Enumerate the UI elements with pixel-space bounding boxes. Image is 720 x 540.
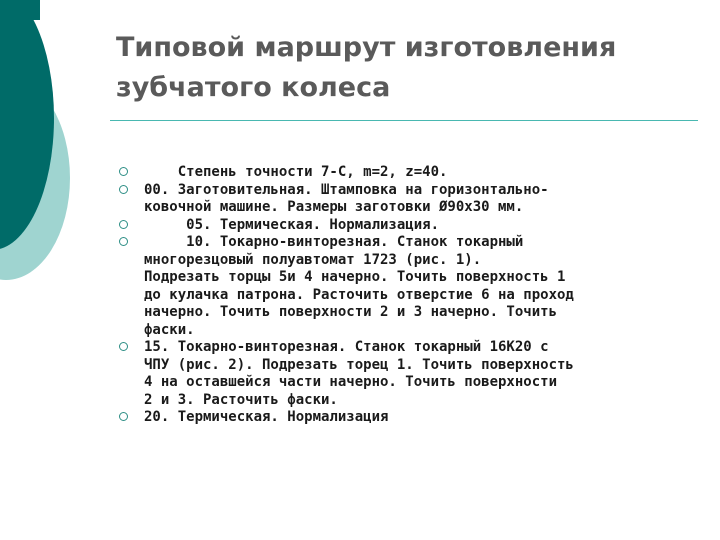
title-line-1: Типовой маршрут изготовления bbox=[116, 32, 617, 63]
bullet-line: 15. Токарно-винторезная. Станок токарный 16К20 с bbox=[144, 339, 549, 355]
bullet-marker-icon bbox=[119, 167, 128, 176]
bullet-line: Подрезать торцы 5и 4 начерно. Точить поверхность 1 bbox=[144, 269, 566, 285]
bullet-item bbox=[119, 164, 684, 182]
bullet-item bbox=[119, 234, 684, 339]
corner-decoration bbox=[0, 0, 110, 300]
bullet-line: 00. Заготовительная. Штамповка на горизонтально- bbox=[144, 181, 549, 198]
title-divider bbox=[110, 120, 698, 121]
bullet-line: до кулачка патрона. Расточить отверстие 6 на проход bbox=[144, 286, 574, 303]
bullet-marker-icon bbox=[119, 185, 128, 194]
title-line-2: зубчатого колеса bbox=[116, 72, 391, 103]
bullet-line: начерно. Точить поверхности 2 и 3 начерно. Точить bbox=[144, 304, 558, 320]
bullet-line: Степень точности 7-С, m=2, z=40. bbox=[144, 164, 448, 180]
bullet-line: 4 на оставшейся части начерно. Точить поверхности bbox=[144, 374, 558, 390]
slide-title bbox=[116, 28, 696, 108]
dark-teal-top bbox=[0, 0, 40, 20]
bullet-item bbox=[119, 182, 684, 217]
bullet-line: 2 и 3. Расточить фаски. bbox=[144, 391, 338, 408]
bullet-line: 10. Токарно-винторезная. Станок токарный bbox=[144, 234, 524, 250]
bullet-line: ЧПУ (рис. 2). Подрезать торец 1. Точить поверхность bbox=[144, 356, 574, 373]
bullet-line: ковочной машине. Размеры заготовки Ø90х30 мм. bbox=[144, 199, 524, 215]
bullet-line: 05. Термическая. Нормализация. bbox=[144, 216, 440, 233]
bullet-marker-icon bbox=[119, 237, 128, 246]
bullet-list bbox=[119, 164, 684, 427]
bullet-item bbox=[119, 217, 684, 235]
bullet-marker-icon bbox=[119, 220, 128, 229]
bullet-item bbox=[119, 409, 684, 427]
bullet-line: 20. Термическая. Нормализация bbox=[144, 409, 389, 425]
bullet-marker-icon bbox=[119, 342, 128, 351]
bullet-item bbox=[119, 339, 684, 409]
bullet-line: фаски. bbox=[144, 321, 195, 338]
bullet-marker-icon bbox=[119, 412, 128, 421]
bullet-line: многорезцовый полуавтомат 1723 (рис. 1). bbox=[144, 251, 482, 268]
